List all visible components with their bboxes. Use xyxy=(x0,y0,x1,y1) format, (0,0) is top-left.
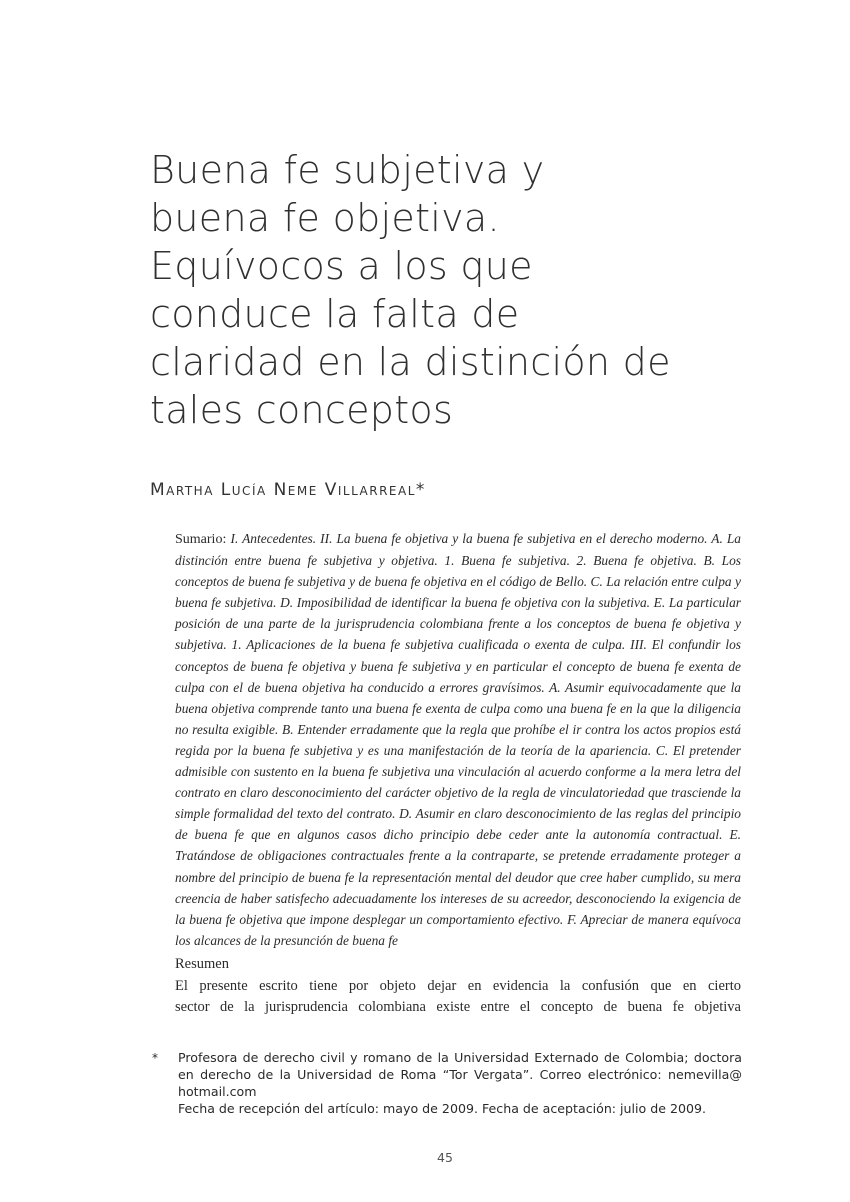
title-line: buena fe objetiva. xyxy=(150,196,500,240)
summary-block xyxy=(175,528,741,951)
title-line: Buena fe subjetiva y xyxy=(150,148,545,192)
abstract-text xyxy=(175,976,741,1018)
article-title xyxy=(150,146,790,434)
author-name: Martha Lucía Neme Villarreal* xyxy=(150,480,426,500)
abstract-label: Resumen xyxy=(175,956,229,972)
page-number: 45 xyxy=(437,1150,453,1165)
summary-text: I. Antecedentes. II. La buena fe objetiva y la buena fe subjetiva en el derecho moderno. A. La distinción entre buena fe subjetiva y objetiva. 1. Buena fe subjetiva. 2. Buena fe objetiva. B. Los conceptos de buena fe subjetiva y de buena fe objetiva en el código de Bello. C. La relación entre culpa y buena fe subjetiva. D. Imposibilidad de identificar la buena fe objetiva con la subjetiva. E. La particular posición de una parte de la jurisprudencia colombiana frente a los conceptos de buena fe objetiva y subjetiva. 1. Aplicaciones de la buena fe subjetiva cualificada o exenta de culpa. III. El confundir los conceptos de buena fe objetiva y buena fe subjetiva y en particular el concepto de buena fe exenta de culpa con el de buena objetiva ha conducido a errores gravísimos. A. Asumir equivocadamente que la buena objetiva comprende tanto una buena fe exenta de culpa como una buena fe en la que la diligencia no resulta exigible. B. Entender erradamente que la regla que prohíbe el ir contra los actos propios está regida por la buena fe subjetiva y es una manifestación de la teoría de la apariencia. C. El pretender admisible con sustento en la buena fe subjetiva una vinculación al acuerdo conforme a la mera letra del contrato en claro desconocimiento del carácter objetivo de la regla de vinculatoriedad que trasciende la simple formalidad del texto del contrato. D. Asumir en claro desconocimiento de las reglas del principio de buena fe que en algunos casos dicho principio debe ceder ante la autonomía contractual. E. Tratándose de obligaciones contractuales frente a la contraparte, se pretende erradamente proteger a nombre del principio de buena fe la representación mental del deudor que cree haber cumplido, su mera creencia de haber satisfecho adecuadamente los intereses de su acreedor, desconociendo la exigencia de la buena fe objetiva que impone desplegar un comportamiento efectivo. F. Apreciar de manera equívoca los alcances de la presunción de buena fe xyxy=(175,531,741,948)
title-line: conduce la falta de xyxy=(150,292,520,336)
footnote xyxy=(178,1049,742,1117)
summary-label: Sumario: xyxy=(175,532,231,547)
title-line: tales conceptos xyxy=(150,388,454,432)
footnote-dates: Fecha de recepción del artículo: mayo de 2009. Fecha de aceptación: julio de 2009. xyxy=(178,1101,707,1116)
abstract-line: El presente escrito tiene por objeto dejar en evidencia la confusión que en cierto xyxy=(175,978,741,994)
footnote-line: hotmail.com xyxy=(178,1084,257,1099)
title-line: claridad en la distinción de xyxy=(150,340,671,384)
title-line: Equívocos a los que xyxy=(150,244,533,288)
footnote-mark: * xyxy=(152,1051,158,1065)
abstract-line: sector de la jurisprudencia colombiana existe entre el concepto de buena fe objetiva xyxy=(175,999,741,1015)
footnote-line: en derecho de la Universidad de Roma “Tor Vergata”. Correo electrónico: nemevilla@ xyxy=(178,1067,742,1082)
footnote-line: Profesora de derecho civil y romano de la Universidad Externado de Colombia; doctora xyxy=(178,1050,742,1065)
